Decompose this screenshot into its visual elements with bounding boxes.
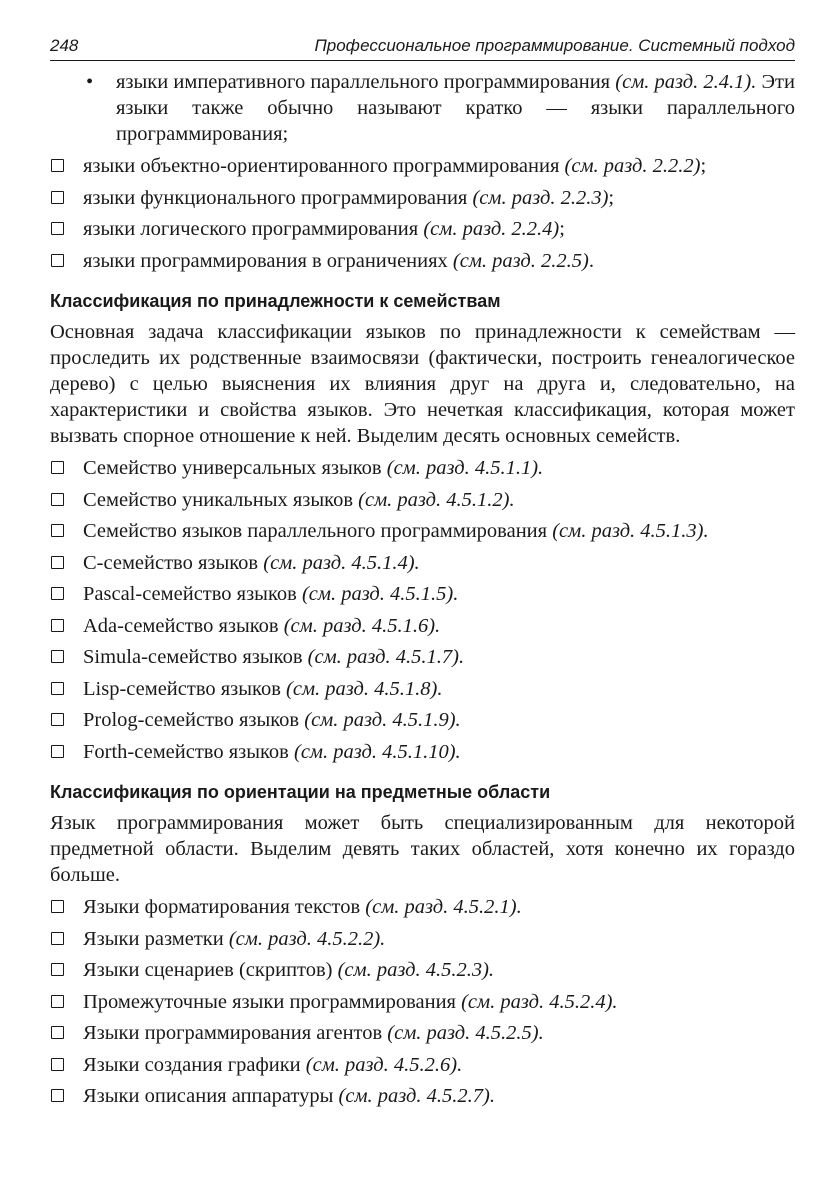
list-item-ref: (см. разд. 4.5.2.2). [228,927,386,950]
checkbox-square-icon [51,556,64,569]
list-item [50,613,795,645]
list-item-text: Pascal-семейство языков [83,583,302,605]
list-item-ref: (см. разд. 4.5.2.4). [461,990,618,1013]
list-item-ref: (см. разд. 4.5.1.9). [304,709,461,731]
checkbox-square-icon [51,713,64,726]
list-item-text: Семейство универсальных языков [83,457,387,479]
checkbox-square-icon [51,461,64,474]
list-item [50,739,795,771]
checkbox-square-icon [51,254,64,267]
list-item-text: Языки сценариев (скриптов) [83,959,338,981]
list-item [50,455,795,487]
list-item-ref: (см. разд. 4.5.1.4). [263,551,420,574]
checkbox-square-icon [51,587,64,600]
list-item-ref: (см. разд. 4.5.2.5). [387,1022,544,1044]
list-item [50,216,795,248]
list-item-ref: (см. разд. 4.5.1.10). [294,740,461,763]
list-item-tail: ; [608,186,615,209]
list-item [50,153,795,185]
list-item-text: Simula-семейство языков [83,646,308,668]
list-item-ref: (см. разд. 4.5.2.7). [338,1085,495,1107]
list-item [50,550,795,582]
list-item-text: Prolog-семейство языков [83,709,305,731]
checkbox-square-icon [51,932,64,945]
families-list [50,455,795,770]
list-item-text: Языки разметки [83,927,229,950]
list-item-text: Forth-семейство языков [83,740,294,763]
list-item [50,926,795,958]
list-item-ref: (см. разд. 2.2.4) [423,218,560,240]
list-item-text: языки функционального программирования [83,186,473,209]
checkbox-square-icon [51,1058,64,1071]
list-item-ref: (см. разд. 4.5.1.5). [301,583,459,605]
list-item-ref: (см. разд. 4.5.1.3). [552,520,709,542]
list-item [50,644,795,676]
list-item-tail: ; [700,155,707,177]
list-item-ref: (см. разд. 4.5.1.1). [386,457,544,479]
book-page [50,30,795,1115]
list-item-text: Ada-семейство языков [83,614,284,637]
page-body [50,69,795,1115]
list-item-text: Семейство уникальных языков [83,488,359,511]
list-item [50,894,795,926]
list-item-tail: . [588,249,594,272]
intro-bullet-item [50,69,795,147]
intro-bullet-continuation: Эти языки также обычно называют кратко — языки параллельного программирования; [116,71,795,145]
list-item-ref: (см. разд. 2.2.5) [452,249,589,272]
list-item [50,518,795,550]
list-item-text: С-семейство языков [83,551,264,574]
checkbox-square-icon [51,1089,64,1102]
list-item-ref: (см. разд. 4.5.1.2). [358,488,515,511]
checkbox-square-icon [51,995,64,1008]
checkbox-square-icon [51,682,64,695]
list-item-text: Языки создания графики [83,1053,306,1076]
section-heading-domains: Классификация по ориентации на предметные области [50,782,551,802]
list-item-text: Языки программирования агентов [83,1022,388,1044]
list-item [50,676,795,708]
list-item-text: языки логического программирования [83,218,424,240]
list-item-text: Lisp-семейство языков [83,677,287,700]
checkbox-square-icon [51,900,64,913]
section-paragraph-families: Основная задача классификации языков по принадлежности к семействам — проследить их родственные взаимосвязи (фактически, построить генеалогическое дерево) с целью выяснения их влияния друг на друга и, следовательно, на характеристики и свойства языков. Это нечеткая классификация, которая может вызвать спорное отношение к ней. Выделим десять основных семейств. [50,321,795,447]
intro-bullet-text: языки императивного параллельного программирования [116,71,616,93]
section-heading-families: Классификация по принадлежности к семействам [50,291,501,311]
running-header [50,30,795,61]
checkbox-square-icon [51,619,64,632]
list-item-ref: (см. разд. 4.5.2.1). [365,896,522,918]
list-item-ref: (см. разд. 4.5.1.6). [283,614,441,637]
list-item [50,1020,795,1052]
list-item-ref: (см. разд. 4.5.2.6). [305,1053,463,1076]
checkbox-square-icon [51,191,64,204]
list-item-ref: (см. разд. 4.5.2.3). [337,959,495,981]
list-item-text: языки программирования в ограничениях [83,249,453,272]
list-item [50,1052,795,1084]
list-item [50,185,795,217]
list-item-ref: (см. разд. 4.5.1.7). [307,646,465,668]
intro-bullet-ref: (см. разд. 2.4.1). [615,71,757,93]
list-item-ref: (см. разд. 4.5.1.8). [286,677,443,700]
list-item-text: Промежуточные языки программирования [83,990,462,1013]
list-item-ref: (см. разд. 2.2.3) [472,186,609,209]
list-item-text: Языки описания аппаратуры [83,1085,339,1107]
list-item [50,989,795,1021]
checkbox-square-icon [51,650,64,663]
list-item [50,957,795,989]
list-item [50,581,795,613]
bullet-dot-icon: • [86,71,94,93]
checkbox-square-icon [51,963,64,976]
checkbox-square-icon [51,524,64,537]
list-item-text: Языки форматирования текстов [83,896,366,918]
page-number: 248 [50,36,79,55]
checkbox-square-icon [51,222,64,235]
list-item [50,487,795,519]
checkbox-square-icon [51,493,64,506]
checkbox-square-icon [51,159,64,172]
list-item-text: Семейство языков параллельного программирования [83,520,553,542]
list-item-tail: ; [559,218,565,240]
list-item-ref: (см. разд. 2.2.2) [564,155,701,177]
list-item [50,1083,795,1115]
domains-list [50,894,795,1115]
list-item [50,248,795,280]
checkbox-square-icon [51,1026,64,1039]
section-paragraph-domains: Язык программирования может быть специализированным для некоторой предметной области. Выделим девять таких областей, хотя конечно их гораздо больше. [50,812,795,886]
paradigm-list [50,153,795,279]
list-item-text: языки объектно-ориентированного программирования [83,155,565,177]
checkbox-square-icon [51,745,64,758]
list-item [50,707,795,739]
running-title: Профессиональное программирование. Системный подход [314,36,795,55]
